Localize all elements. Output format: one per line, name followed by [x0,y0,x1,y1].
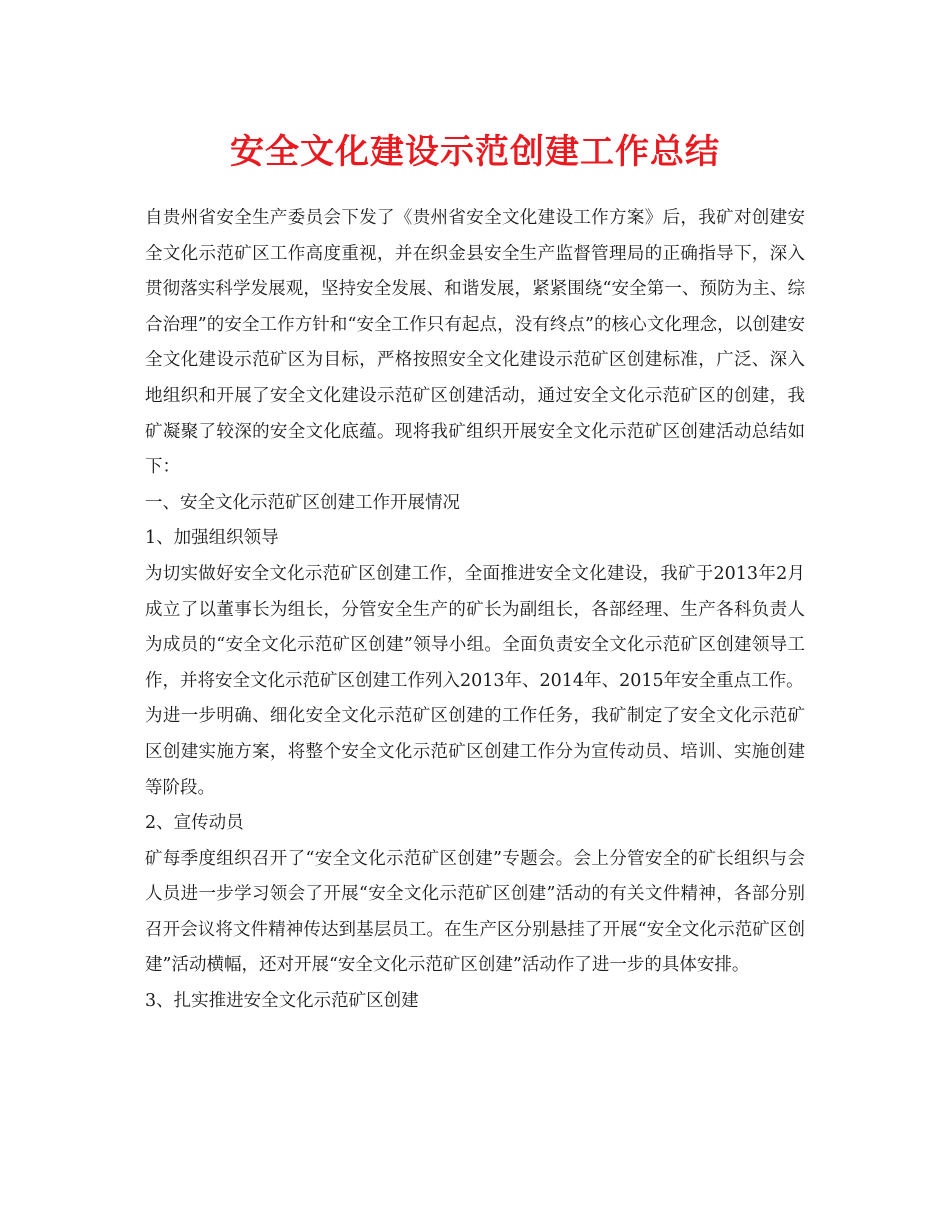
paragraph-leadership: 为切实做好安全文化示范矿区创建工作，全面推进安全文化建设，我矿于2013年2月成立了以董事长为组长，分管安全生产的矿长为副组长，各部经理、生产各科负责人为成员的“安全文化示范矿区创建”领导小组。全面负责安全文化示范矿区创建领导工作，并将安全文化示范矿区创建工作列入2013年、2014年、2015年安全重点工作。 [145,563,805,691]
document-body [145,201,805,1020]
subsection-heading-1: 1、加强组织领导 [145,528,279,549]
intro-paragraph: 自贵州省安全生产委员会下发了《贵州省安全文化建设工作方案》后，我矿对创建安全文化示范矿区工作高度重视，并在织金县安全生产监督管理局的正确指导下，深入贯彻落实科学发展观，坚持安全发展、和谐发展，紧紧围绕“安全第一、预防为主、综合治理”的安全工作方针和“安全工作只有起点，没有终点”的核心文化理念，以创建安全文化建设示范矿区为目标，严格按照安全文化建设示范矿区创建标准，广泛、深入地组织和开展了安全文化建设示范矿区创建活动，通过安全文化示范矿区的创建，我矿凝聚了较深的安全文化底蕴。现将我矿组织开展安全文化示范矿区创建活动总结如下： [145,208,805,478]
subsection-heading-2: 2、宣传动员 [145,813,244,834]
paragraph-task-plan: 为进一步明确、细化安全文化示范矿区创建的工作任务，我矿制定了安全文化示范矿区创建实施方案，将整个安全文化示范矿区创建工作分为宣传动员、培训、实施创建等阶段。 [145,706,805,798]
paragraph-mobilization: 矿每季度组织召开了“安全文化示范矿区创建”专题会。会上分管安全的矿长组织与会人员进一步学习领会了开展“安全文化示范矿区创建”活动的有关文件精神，各部分别召开会议将文件精神传达到基层员工。在生产区分别悬挂了开展“安全文化示范矿区创建”活动横幅，还对开展“安全文化示范矿区创建”活动作了进一步的具体安排。 [145,848,805,976]
subsection-heading-3: 3、扎实推进安全文化示范矿区创建 [145,991,419,1012]
document-title: 安全文化建设示范创建工作总结 [230,132,720,172]
section-heading-1: 一、安全文化示范矿区创建工作开展情况 [145,492,460,513]
